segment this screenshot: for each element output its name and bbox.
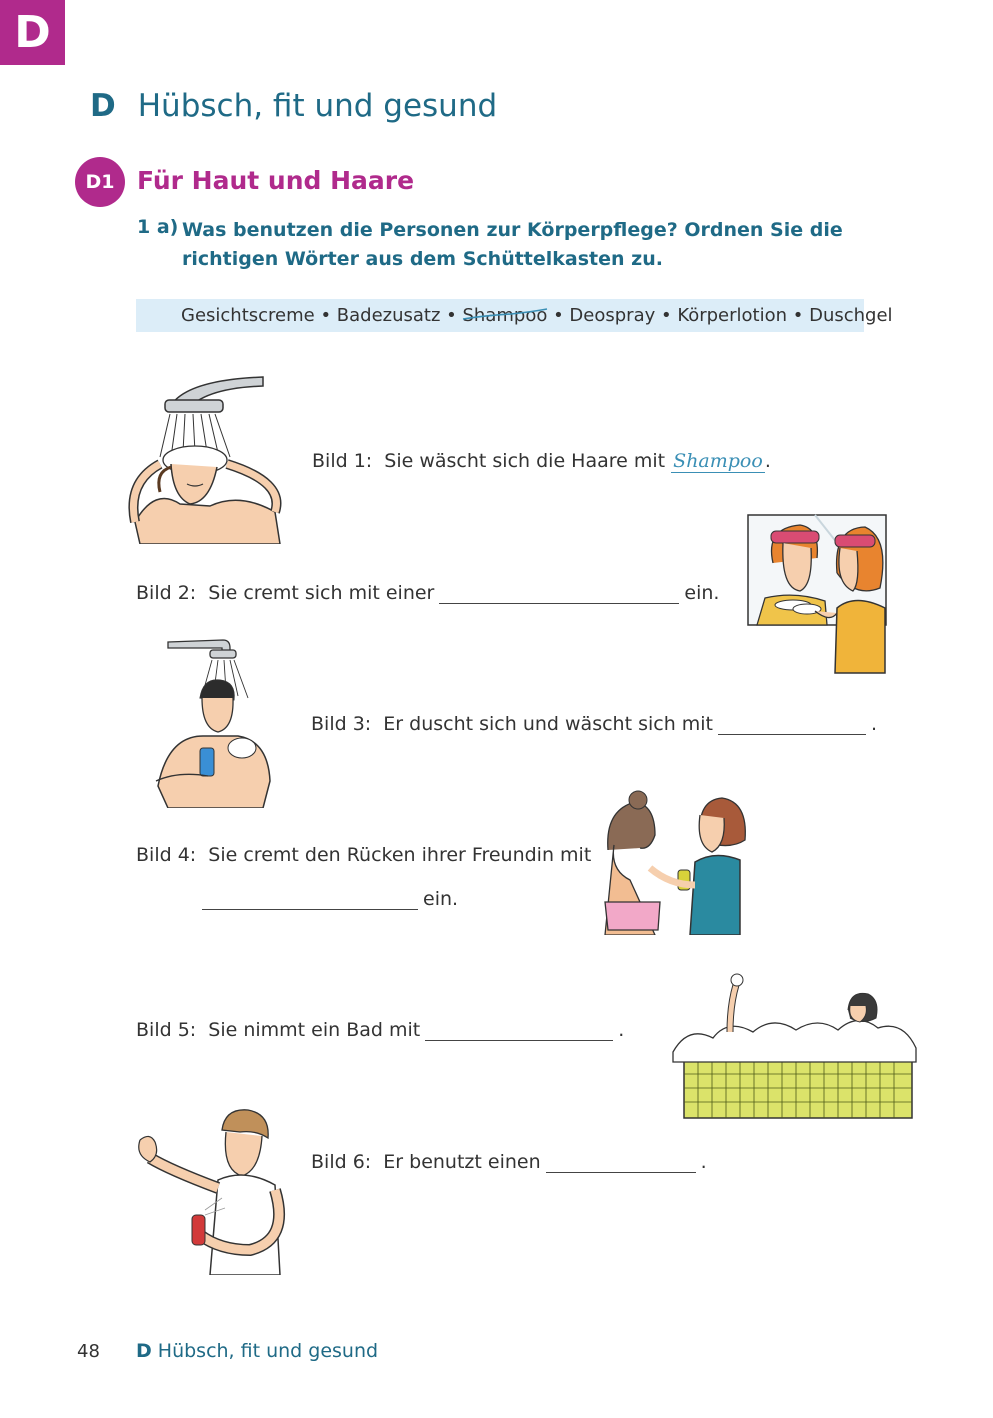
bathtub-illustration — [668, 970, 920, 1128]
exercise-bild-3 — [311, 713, 877, 735]
bild-5-text: Sie nimmt ein Bad mit — [208, 1019, 421, 1041]
page-number: 48 — [77, 1341, 100, 1362]
mirror-woman-illustration — [745, 513, 890, 676]
strike-line — [461, 305, 551, 327]
bild-2-text: Sie cremt sich mit einer — [208, 582, 435, 604]
chapter-tab — [0, 0, 65, 65]
bild-1-answer[interactable]: Shampoo — [673, 450, 763, 472]
bild-1-text: Sie wäscht sich die Haare mit — [384, 450, 666, 472]
footer-title-text: Hübsch, fit und gesund — [157, 1340, 379, 1362]
bild-4-blank[interactable] — [202, 889, 418, 910]
bild-5-label: Bild 5: — [136, 1019, 197, 1041]
bild-5-end: . — [618, 1019, 625, 1041]
bild-1-label: Bild 1: — [312, 450, 373, 472]
task-number: 1 a) — [137, 216, 179, 238]
bild-4-end: ein. — [423, 888, 459, 910]
footer-letter: D — [136, 1340, 152, 1362]
chapter-title: Hübsch, fit und gesund — [137, 88, 498, 124]
footer-chapter — [136, 1340, 378, 1362]
bild-6-text: Er benutzt einen — [383, 1151, 541, 1173]
bild-2-blank[interactable] — [439, 583, 679, 604]
bild-2-end: ein. — [684, 582, 720, 604]
task-instruction: Was benutzen die Personen zur Körperpflege? Ordnen Sie die richtigen Wörter aus dem Schüttelkasten zu. — [182, 219, 843, 270]
bild-3-text: Er duscht sich und wäscht sich mit — [383, 713, 714, 735]
chapter-heading — [90, 88, 497, 124]
bild-6-label: Bild 6: — [311, 1151, 372, 1173]
bild-6-blank[interactable] — [546, 1152, 696, 1173]
deospray-man-illustration — [130, 1100, 290, 1275]
exercise-bild-1 — [312, 450, 771, 472]
struck-word — [463, 305, 548, 326]
bild-3-end: . — [871, 713, 878, 735]
bild-3-label: Bild 3: — [311, 713, 372, 735]
struck-word-text: Shampoo — [462, 305, 548, 326]
bild-3-blank[interactable] — [718, 714, 866, 735]
chapter-letter: D — [90, 88, 116, 124]
exercise-bild-5 — [136, 1019, 624, 1041]
exercise-bild-4-continuation — [197, 888, 458, 910]
section-title: Für Haut und Haare — [137, 166, 415, 195]
bild-4-label: Bild 4: — [136, 844, 197, 866]
bild-4-text: Sie cremt den Rücken ihrer Freundin mit — [208, 844, 592, 866]
word-box-before: Gesichtscreme • Badezusatz • — [181, 305, 463, 326]
bild-2-label: Bild 2: — [136, 582, 197, 604]
word-box-after: • Deospray • Körperlotion • Duschgel — [547, 305, 893, 326]
shower-woman-illustration — [115, 372, 295, 544]
chapter-tab-letter: D — [14, 7, 51, 58]
bild-5-blank[interactable] — [425, 1020, 613, 1041]
word-box — [136, 299, 893, 332]
section-badge: D1 — [75, 157, 125, 207]
bild-6-end: . — [700, 1151, 707, 1173]
exercise-bild-4 — [136, 844, 591, 866]
bild-1-end: . — [764, 450, 771, 472]
shower-man-illustration — [148, 636, 276, 808]
exercise-bild-6 — [311, 1151, 707, 1173]
back-lotion-illustration — [600, 790, 750, 935]
exercise-bild-2 — [136, 582, 719, 604]
